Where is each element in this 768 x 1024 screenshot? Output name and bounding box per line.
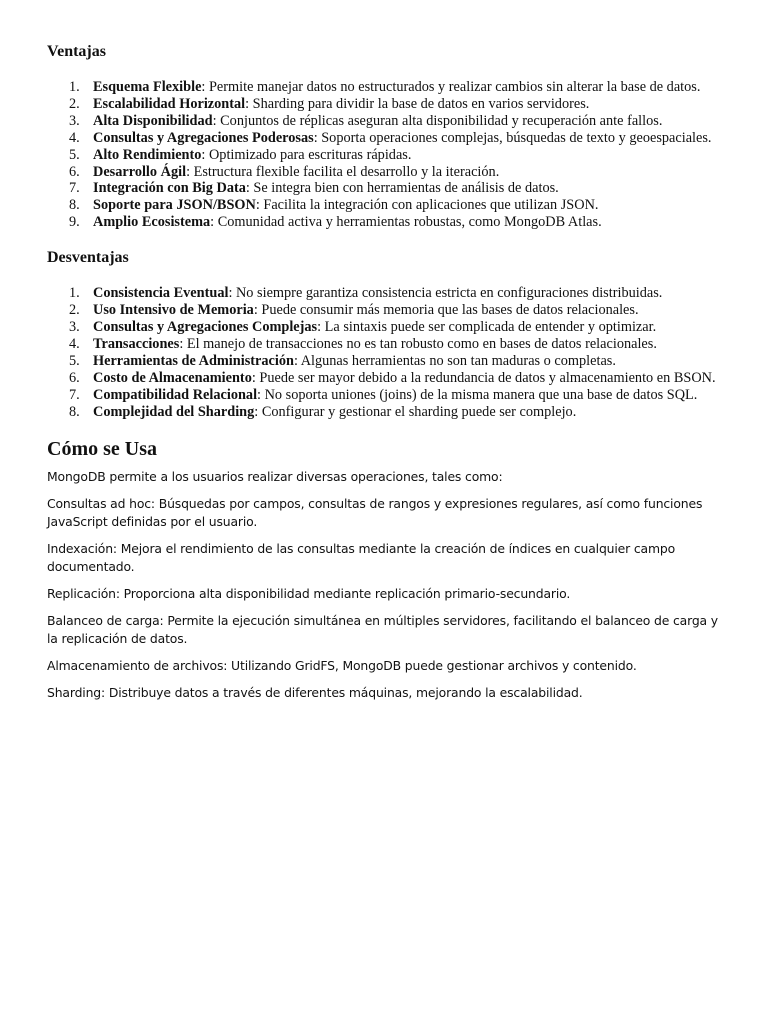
item-number: 8.: [69, 197, 80, 214]
item-description: : Facilita la integración con aplicaciones que utilizan JSON.: [255, 197, 599, 214]
item-number: 1.: [69, 285, 80, 302]
list-item: [47, 79, 727, 96]
item-number: 7.: [69, 386, 80, 403]
list-item: [47, 214, 727, 231]
list-item: [47, 197, 727, 214]
ventajas-heading: Ventajas: [47, 43, 106, 60]
list-item: [47, 180, 727, 197]
item-term: Herramientas de Administración: [93, 352, 294, 369]
item-number: 5.: [69, 146, 80, 163]
item-term: Esquema Flexible: [93, 79, 202, 95]
item-description: : Comunidad activa y herramientas robustas, como MongoDB Atlas.: [210, 214, 602, 231]
paragraph: Sharding: Distribuye datos a través de diferentes máquinas, mejorando la escalabilidad.: [47, 685, 583, 701]
item-term: Transacciones: [93, 335, 180, 352]
list-item: [47, 336, 727, 353]
item-description: : Soporta operaciones complejas, búsquedas de texto y geoespaciales.: [313, 129, 712, 146]
list-item: [47, 370, 727, 387]
item-term: Amplio Ecosistema: [93, 214, 211, 231]
paragraph: Balanceo de carga: Permite la ejecución simultánea en múltiples servidores, facilitando el balanceo de carga y la replicación de datos.: [47, 613, 718, 647]
item-number: 7.: [69, 180, 80, 197]
item-description: : Estructura flexible facilita el desarrollo y la iteración.: [186, 163, 500, 180]
item-term: Escalabilidad Horizontal: [93, 95, 246, 112]
item-description: : Sharding para dividir la base de datos en varios servidores.: [245, 95, 590, 112]
paragraph: Almacenamiento de archivos: Utilizando GridFS, MongoDB puede gestionar archivos y contenido.: [47, 658, 637, 674]
item-term: Consultas y Agregaciones Complejas: [93, 318, 318, 335]
paragraph: Replicación: Proporciona alta disponibilidad mediante replicación primario-secundario.: [47, 586, 571, 602]
item-description: : El manejo de transacciones no es tan robusto como en bases de datos relacionales.: [179, 335, 657, 352]
item-term: Costo de Almacenamiento: [93, 369, 252, 386]
item-number: 1.: [69, 79, 80, 95]
list-item: [47, 164, 727, 181]
paragraph: MongoDB permite a los usuarios realizar diversas operaciones, tales como:: [47, 469, 503, 485]
item-term: Uso Intensivo de Memoria: [93, 302, 254, 319]
item-term: Alto Rendimiento: [93, 146, 202, 163]
list-item: [47, 147, 727, 164]
item-number: 5.: [69, 352, 80, 369]
item-number: 6.: [69, 369, 80, 386]
list-item: [47, 387, 727, 404]
ventajas-list: [47, 79, 727, 231]
item-number: 4.: [69, 335, 80, 352]
item-description: : Se integra bien con herramientas de análisis de datos.: [245, 180, 559, 197]
list-item: [47, 404, 727, 421]
item-term: Compatibilidad Relacional: [93, 386, 258, 403]
paragraph: Consultas ad hoc: Búsquedas por campos, consultas de rangos y expresiones regulares, así como funciones JavaScript definidas por el usuario.: [47, 496, 703, 530]
item-number: 3.: [69, 112, 80, 129]
item-number: 4.: [69, 129, 80, 146]
item-number: 2.: [69, 302, 80, 319]
item-description: : Puede ser mayor debido a la redundancia de datos y almacenamiento en BSON.: [251, 369, 716, 386]
item-term: Soporte para JSON/BSON: [93, 197, 256, 214]
item-description: : No siempre garantiza consistencia estricta en configuraciones distribuidas.: [228, 285, 663, 302]
list-item: [47, 353, 727, 370]
desventajas-list: [47, 285, 727, 420]
item-number: 3.: [69, 318, 80, 335]
item-term: Desarrollo Ágil: [93, 163, 187, 180]
item-description: : Configurar y gestionar el sharding puede ser complejo.: [254, 403, 577, 420]
list-item: [47, 130, 727, 147]
list-item: [47, 96, 727, 113]
list-item: [47, 319, 727, 336]
item-term: Complejidad del Sharding: [93, 403, 255, 420]
item-number: 9.: [69, 214, 80, 231]
item-number: 2.: [69, 95, 80, 112]
document-page: [47, 42, 727, 702]
list-item: [47, 302, 727, 319]
list-item: [47, 285, 727, 302]
item-number: 8.: [69, 403, 80, 420]
paragraph: Indexación: Mejora el rendimiento de las consultas mediante la creación de índices en cualquier campo documentado.: [47, 541, 676, 575]
como-se-usa-heading: Cómo se Usa: [47, 438, 157, 461]
item-description: : Algunas herramientas no son tan maduras o completas.: [293, 352, 616, 369]
list-item: [47, 113, 727, 130]
item-description: : Puede consumir más memoria que las bases de datos relacionales.: [253, 302, 639, 319]
item-number: 6.: [69, 163, 80, 180]
item-description: : Permite manejar datos no estructurados y realizar cambios sin alterar la base de datos.: [201, 79, 701, 95]
item-description: : La sintaxis puede ser complicada de entender y optimizar.: [317, 318, 657, 335]
item-term: Consistencia Eventual: [93, 285, 229, 302]
item-description: : Optimizado para escrituras rápidas.: [201, 146, 412, 163]
desventajas-heading: Desventajas: [47, 249, 129, 267]
item-term: Alta Disponibilidad: [93, 112, 213, 129]
item-term: Consultas y Agregaciones Poderosas: [93, 129, 314, 146]
item-description: : No soporta uniones (joins) de la misma manera que una base de datos SQL.: [257, 386, 698, 403]
item-term: Integración con Big Data: [93, 180, 246, 197]
item-description: : Conjuntos de réplicas aseguran alta disponibilidad y recuperación ante fallos.: [212, 112, 663, 129]
